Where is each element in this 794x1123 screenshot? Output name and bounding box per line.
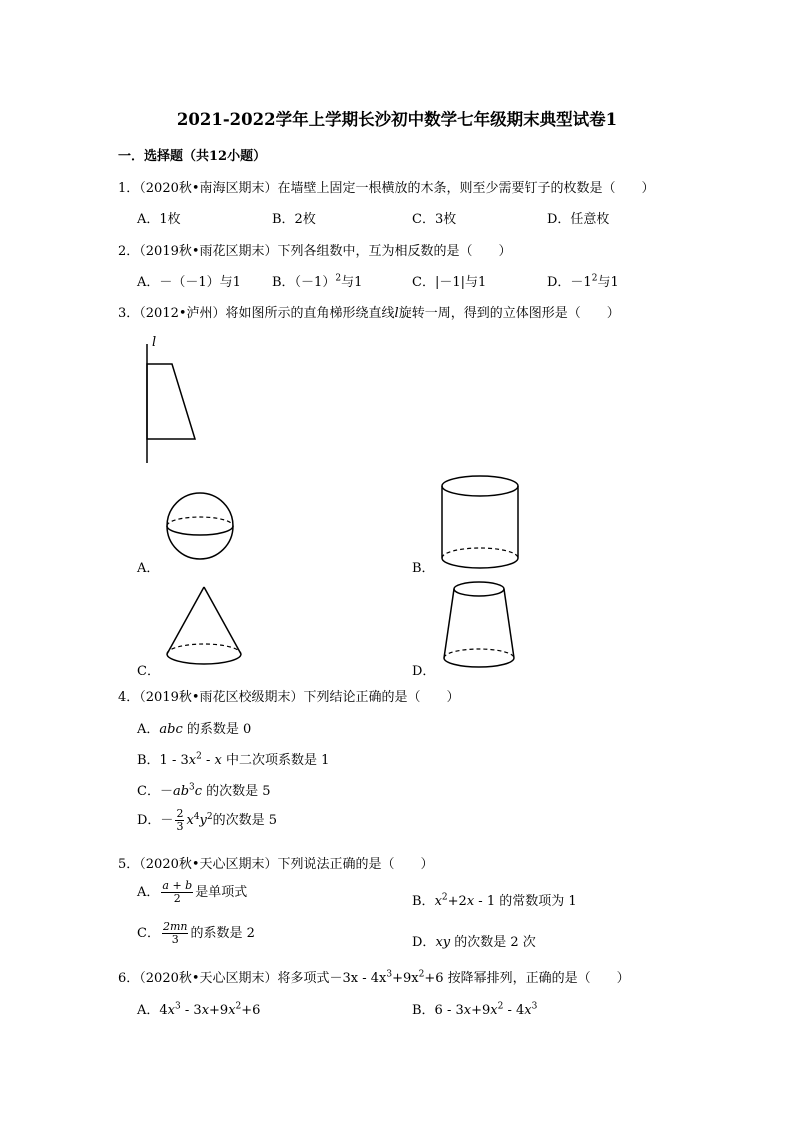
q1-option-d: D．任意枚 bbox=[547, 212, 610, 227]
cone-figure bbox=[165, 584, 245, 674]
q6-option-a: A．$4x^3 - 3x+9x^2+6$ bbox=[137, 1001, 261, 1018]
frustum-figure bbox=[440, 580, 520, 675]
question-6-stem: 6．（2020秋•天心区期末）将多项式$-3x - 4x^3+9x^2+6$ 按降幂排列，正确的是（ ） bbox=[118, 969, 630, 986]
q5-option-d: D．xy 的次数是 2 次 bbox=[412, 935, 536, 950]
q1-option-c: C．3枚 bbox=[412, 212, 457, 227]
q2-option-c: C．|－1|与1 bbox=[412, 275, 487, 290]
q2-option-a: A．－（－1）与1 bbox=[137, 275, 241, 290]
question-3-stem: 3．（2012•泸州）将如图所示的直角梯形绕直线l旋转一周，得到的立体图形是（ ） bbox=[118, 306, 620, 321]
q5-option-a: A． $\frac{a + b}{2}$ 是单项式 bbox=[137, 879, 248, 906]
q6-option-b: B．$6 - 3x+9x^2 - 4x^3$ bbox=[412, 1001, 538, 1018]
q4-option-c: C．$-ab^3c$ 的次数是 5 bbox=[137, 782, 271, 799]
cylinder-figure bbox=[439, 474, 523, 574]
fraction-two-thirds: $\frac{2}{3}$ bbox=[176, 807, 184, 834]
question-5-stem: 5．（2020秋•天心区期末）下列说法正确的是（ ） bbox=[118, 857, 434, 872]
section-heading: 一．选择题（共12小题） bbox=[118, 149, 267, 164]
q1-option-b: B．2枚 bbox=[272, 212, 316, 227]
fraction-2mn: $\frac{2mn}{3}$ bbox=[162, 920, 188, 947]
question-4-stem: 4．（2019秋•雨花区校级期末）下列结论正确的是（ ） bbox=[118, 690, 460, 705]
sphere-figure bbox=[165, 487, 235, 567]
q3-option-a: A． bbox=[137, 561, 160, 576]
page-title: 2021-2022学年上学期长沙初中数学七年级期末典型试卷1 bbox=[176, 110, 618, 129]
q4-option-b: B．$1 - 3x^2$ - x 中二次项系数是 1 bbox=[137, 751, 330, 768]
trapezoid-figure bbox=[140, 336, 210, 466]
q2-option-d: D．$-1^2$与1 bbox=[547, 273, 619, 290]
q4-option-d: D．－ $\frac{2}{3}$ $x^4y^2$的次数是 5 bbox=[137, 807, 278, 834]
q2-option-b: B．$(-1)^2$与1 bbox=[272, 273, 363, 290]
q5-option-b: B．$x^2+2x - 1$ 的常数项为 1 bbox=[412, 892, 577, 909]
q3-option-c: C． bbox=[137, 664, 160, 679]
q1-option-a: A．1枚 bbox=[137, 212, 181, 227]
q5-option-c: C． $\frac{2mn}{3}$ 的系数是 2 bbox=[137, 920, 255, 947]
q3-option-d: D． bbox=[412, 664, 436, 679]
q3-option-b: B． bbox=[412, 561, 435, 576]
axis-label-l: l bbox=[152, 335, 157, 350]
q4-option-a: A．abc 的系数是 0 bbox=[137, 722, 252, 737]
fraction-a-plus-b: $\frac{a + b}{2}$ bbox=[162, 879, 193, 906]
question-1-stem: 1．（2020秋•南海区期末）在墙壁上固定一根横放的木条，则至少需要钉子的枚数是（ ） bbox=[118, 181, 655, 196]
question-2-stem: 2．（2019秋•雨花区期末）下列各组数中，互为相反数的是（ ） bbox=[118, 244, 512, 259]
